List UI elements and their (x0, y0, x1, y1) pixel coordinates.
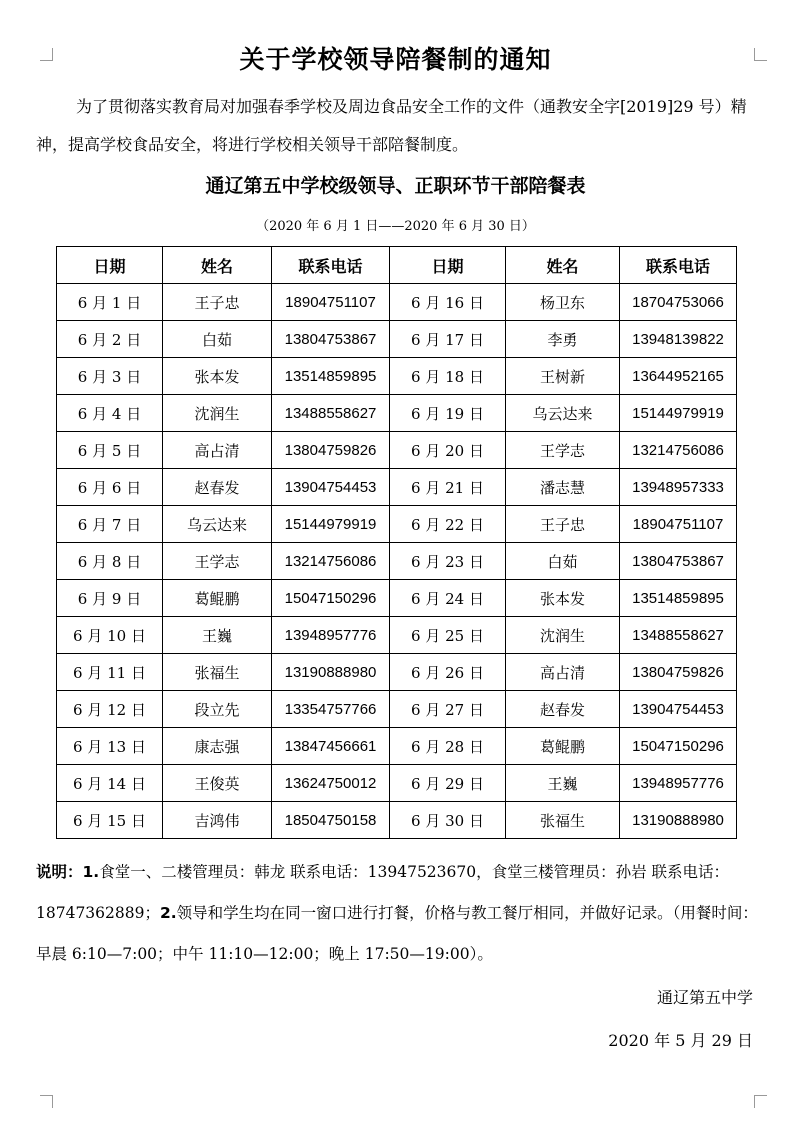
table-row (57, 395, 737, 432)
cell-phone: 13948957776 (272, 617, 390, 654)
cell-date: 6 月 22 日 (390, 506, 506, 543)
cell-name: 王树新 (506, 358, 620, 395)
cell-name: 张福生 (506, 802, 620, 839)
table-row (57, 617, 737, 654)
cell-name: 张福生 (163, 654, 272, 691)
cell-date: 6 月 12 日 (57, 691, 163, 728)
cell-name: 段立先 (163, 691, 272, 728)
cell-name: 王子忠 (506, 506, 620, 543)
cell-name: 王巍 (163, 617, 272, 654)
cell-phone: 13190888980 (620, 802, 737, 839)
cell-name: 吉鸿伟 (163, 802, 272, 839)
cell-phone: 15144979919 (620, 395, 737, 432)
cell-phone: 18904751107 (272, 284, 390, 321)
cell-phone: 13847456661 (272, 728, 390, 765)
cell-name: 白茹 (506, 543, 620, 580)
table-row (57, 802, 737, 839)
cell-date: 6 月 26 日 (390, 654, 506, 691)
cell-date: 6 月 18 日 (390, 358, 506, 395)
intro-paragraph: 为了贯彻落实教育局对加强春季学校及周边食品安全工作的文件（通教安全字[2019]29 号）精神，提高学校食品安全，将进行学校相关领导干部陪餐制度。 (36, 97, 747, 154)
cell-date: 6 月 30 日 (390, 802, 506, 839)
cell-phone: 13214756086 (272, 543, 390, 580)
cell-date: 6 月 9 日 (57, 580, 163, 617)
cell-name: 潘志慧 (506, 469, 620, 506)
cell-name: 葛鲲鹏 (163, 580, 272, 617)
table-row (57, 654, 737, 691)
cell-phone: 18904751107 (620, 506, 737, 543)
roster-table (56, 246, 737, 839)
cell-name: 康志强 (163, 728, 272, 765)
table-title: 通辽第五中学校级领导、正职环节干部陪餐表 (205, 175, 586, 197)
cell-phone: 13488558627 (272, 395, 390, 432)
cell-date: 6 月 29 日 (390, 765, 506, 802)
cell-date: 6 月 7 日 (57, 506, 163, 543)
cell-phone: 15047150296 (620, 728, 737, 765)
header-date: 日期 (390, 247, 506, 284)
cell-name: 赵春发 (506, 691, 620, 728)
note-item-number: 1. (82, 863, 100, 881)
cell-name: 乌云达来 (163, 506, 272, 543)
cell-name: 葛鲲鹏 (506, 728, 620, 765)
cell-phone: 15144979919 (272, 506, 390, 543)
cell-date: 6 月 5 日 (57, 432, 163, 469)
note-label: 说明： (36, 863, 83, 881)
cell-date: 6 月 15 日 (57, 802, 163, 839)
cell-phone: 13514859895 (620, 580, 737, 617)
note-item-text: 食堂一、二楼管理员：韩龙 联系电话：13947523670，食堂三楼管理员：孙岩 联系电话：18747362889； (36, 863, 730, 922)
cell-phone: 18504750158 (272, 802, 390, 839)
cell-phone: 13514859895 (272, 358, 390, 395)
cell-date: 6 月 16 日 (390, 284, 506, 321)
table-row (57, 321, 737, 358)
cell-date: 6 月 3 日 (57, 358, 163, 395)
signer-organization: 通辽第五中学 (656, 988, 753, 1007)
cell-phone: 13354757766 (272, 691, 390, 728)
cell-date: 6 月 14 日 (57, 765, 163, 802)
date-range: （2020 年 6 月 1 日——2020 年 6 月 30 日） (256, 219, 535, 234)
cell-phone: 13804759826 (620, 654, 737, 691)
header-name: 姓名 (506, 247, 620, 284)
table-row (57, 358, 737, 395)
cell-name: 赵春发 (163, 469, 272, 506)
cell-phone: 13904754453 (620, 691, 737, 728)
cell-phone: 13214756086 (620, 432, 737, 469)
table-row (57, 469, 737, 506)
cell-date: 6 月 28 日 (390, 728, 506, 765)
cell-name: 李勇 (506, 321, 620, 358)
cell-date: 6 月 20 日 (390, 432, 506, 469)
cell-name: 乌云达来 (506, 395, 620, 432)
table-header-row (57, 247, 737, 284)
cell-name: 张本发 (163, 358, 272, 395)
table-row (57, 432, 737, 469)
header-name: 姓名 (163, 247, 272, 284)
note-paragraph (36, 852, 758, 975)
cell-name: 王子忠 (163, 284, 272, 321)
cell-name: 王学志 (163, 543, 272, 580)
cell-name: 王巍 (506, 765, 620, 802)
cell-phone: 15047150296 (272, 580, 390, 617)
cell-name: 王学志 (506, 432, 620, 469)
table-row (57, 728, 737, 765)
cell-phone: 13624750012 (272, 765, 390, 802)
cell-phone: 13948139822 (620, 321, 737, 358)
cell-phone: 13804753867 (272, 321, 390, 358)
note-item-number: 2. (159, 904, 177, 922)
cell-name: 高占清 (506, 654, 620, 691)
cell-date: 6 月 17 日 (390, 321, 506, 358)
header-date: 日期 (57, 247, 163, 284)
cell-name: 杨卫东 (506, 284, 620, 321)
cell-date: 6 月 23 日 (390, 543, 506, 580)
cell-date: 6 月 1 日 (57, 284, 163, 321)
page-corner-mark (40, 1095, 53, 1108)
table-row (57, 765, 737, 802)
cell-phone: 13804759826 (272, 432, 390, 469)
cell-date: 6 月 4 日 (57, 395, 163, 432)
note-item-text: 领导和学生均在同一窗口进行打餐，价格与教工餐厅相同，并做好记录。（用餐时间：早晨 6:10—7:00；中午 11:10—12:00；晚上 17:50—19:00）。 (36, 904, 758, 963)
cell-date: 6 月 13 日 (57, 728, 163, 765)
cell-date: 6 月 11 日 (57, 654, 163, 691)
table-row (57, 580, 737, 617)
cell-phone: 18704753066 (620, 284, 737, 321)
cell-date: 6 月 24 日 (390, 580, 506, 617)
cell-name: 沈润生 (163, 395, 272, 432)
cell-phone: 13488558627 (620, 617, 737, 654)
cell-name: 王俊英 (163, 765, 272, 802)
document-title: 关于学校领导陪餐制的通知 (239, 45, 552, 74)
cell-name: 高占清 (163, 432, 272, 469)
cell-date: 6 月 10 日 (57, 617, 163, 654)
header-phone: 联系电话 (620, 247, 737, 284)
cell-phone: 13904754453 (272, 469, 390, 506)
cell-name: 沈润生 (506, 617, 620, 654)
cell-date: 6 月 25 日 (390, 617, 506, 654)
cell-date: 6 月 21 日 (390, 469, 506, 506)
table-row (57, 543, 737, 580)
cell-date: 6 月 27 日 (390, 691, 506, 728)
cell-date: 6 月 8 日 (57, 543, 163, 580)
cell-phone: 13190888980 (272, 654, 390, 691)
cell-phone: 13948957776 (620, 765, 737, 802)
cell-date: 6 月 6 日 (57, 469, 163, 506)
cell-date: 6 月 2 日 (57, 321, 163, 358)
cell-name: 张本发 (506, 580, 620, 617)
signature-date: 2020 年 5 月 29 日 (608, 1031, 753, 1050)
table-row (57, 284, 737, 321)
cell-phone: 13804753867 (620, 543, 737, 580)
cell-date: 6 月 19 日 (390, 395, 506, 432)
cell-name: 白茹 (163, 321, 272, 358)
table-row (57, 691, 737, 728)
page-corner-mark (754, 1095, 767, 1108)
cell-phone: 13644952165 (620, 358, 737, 395)
header-phone: 联系电话 (272, 247, 390, 284)
cell-phone: 13948957333 (620, 469, 737, 506)
table-row (57, 506, 737, 543)
